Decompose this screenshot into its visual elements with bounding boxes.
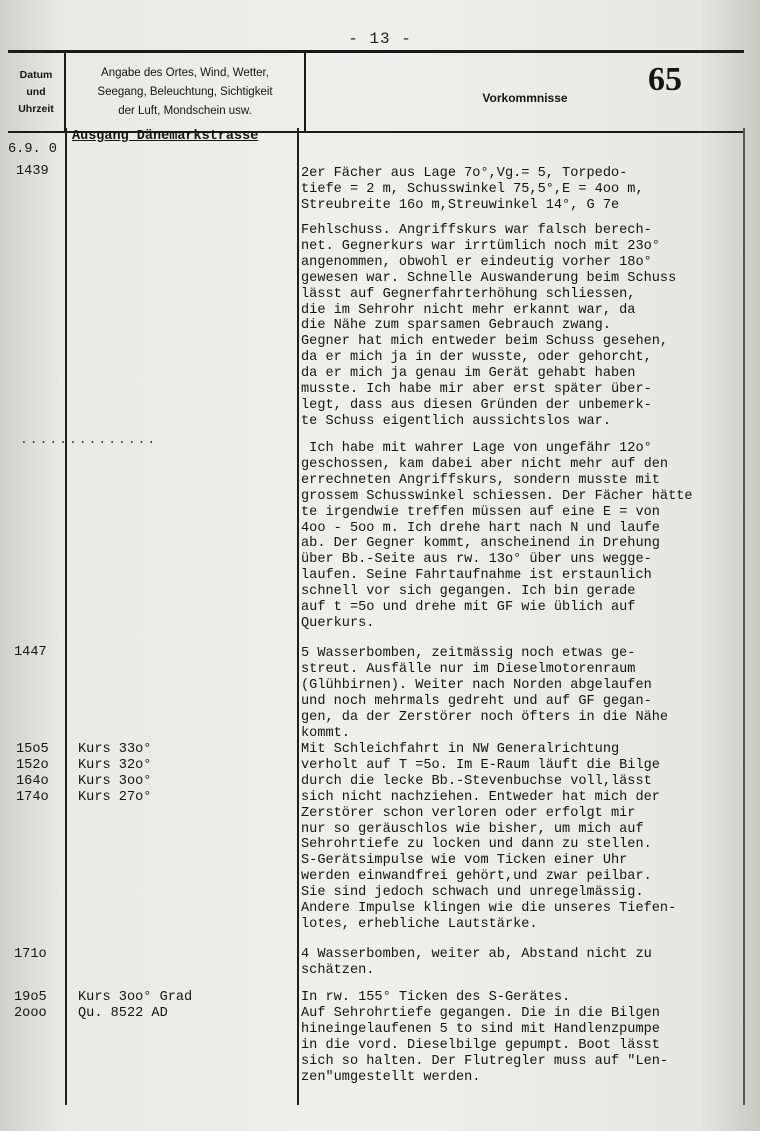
big-page-number: 65 [648,61,682,98]
entry-text: 5 Wasserbomben, zeitmässig noch etwas ge- streut. Ausfälle nur im Dieselmotorenraum (Glühbirnen). Weiter nach Norden abgelaufen und noch mehrmals gedreht und auf GF gegan- gen, da der Zerstörer noch öfters in die Nähe kommt. [301,646,669,741]
entry-text: 4 Wasserbomben, weiter ab, Abstand nicht zu schätzen. [301,947,652,978]
entry-text: In rw. 155° Ticken des S-Gerätes. Auf Sehrohrtiefe gegangen. Die in die Bilgen hineingelaufenen 5 to sind mit Handlenzpumpe in die vord. Dieselbilge gepumpt. Boot lässt sich so halten. Der Flutregler muss auf "Len- zen"umgestellt werden. [301,990,669,1085]
entry-text: Fehlschuss. Angriffskurs war falsch berech- net. Gegnerkurs war irrtümlich noch mit 23o° angenommen, obwohl er eindeutig vorher 18o° gewesen war. Schnelle Auswanderung beim Schuss lässt auf Gegnerfahrterhöhung schliessen, die im Sehrohr nicht mehr erkannt war, da die Nähe zum sparsamen Gebrauch zwang. Gegner hat mich entweder beim Schuss gesehen, da er mich ja in der wusste, oder gehorcht, da er mich ja genau im Gerät gehabt haben musste. Ich habe mir aber erst später über- legt, dass aus diesen Gründen der unbemerk- te Schuss eigentlich aussichtslos war. [301,223,677,429]
header-events: Vorkommnisse [482,91,568,105]
column-divider [743,128,745,1105]
route-header: Ausgang Dänemarkstrasse [72,129,259,144]
header-place-weather: Angabe des Ortes, Wind, Wetter, Seegang, Beleuchtung, Sichtigkeit der Luft, Mondschein usw. [66,53,306,131]
entry-text: 2er Fächer aus Lage 7o°,Vg.= 5, Torpedo- tiefe = 2 m, Schusswinkel 75,5°,E = 4oo m, Streubreite 16o m,Streuwinkel 14°, G 7e [301,166,644,213]
entry-place: Kurs 33o° Kurs 32o° Kurs 3oo° Kurs 27o° [78,742,152,805]
entry-time: 171o [14,947,47,962]
entry-time: 1439 [16,164,49,179]
entry-time: 1447 [14,645,47,660]
entry-text: Mit Schleichfahrt in NW Generalrichtung verholt auf T =5o. Im E-Raum läuft die Bilge durch die lecke Bb.-Stevenbuchse voll,lässt sich nicht nachziehen. Entweder hat mich der Zerstörer schon verloren oder erfolgt mir nur so geräuschlos wie bisher, um mich auf Sehrohrtiefe zu locken und dann zu stellen. S-Gerätsimpulse wie vom Ticken einer Uhr werden einwandfrei gehört,und zwar peilbar. Sie sind jedoch schwach und unregelmässig. Andere Impulse klingen wie die unseres Tiefen- lotes, erhebliche Lautstärke. [301,742,677,932]
table-header [8,50,744,133]
column-divider [65,128,67,1105]
page-number: - 13 - [348,30,412,48]
header-date-time: Datum und Uhrzeit [8,53,66,131]
entry-date: 6.9. 0 [8,142,57,157]
entry-time: 15o5 152o 164o 174o [16,742,49,805]
column-divider [297,128,299,1105]
entry-text: Ich habe mit wahrer Lage von ungefähr 12o° geschossen, kam dabei aber nicht mehr auf den errechneten Angriffskurs, sondern musste mit grossem Schusswinkel schiessen. Der Fächer hätte te irgendwie treffen müssen auf eine E = von 4oo - 5oo m. Ich drehe hart nach N und laufe ab. Der Gegner kommt, anscheinend in Drehung über Bb.-Seite aus rw. 13o° über uns wegge- laufen. Seine Fahrtaufnahme ist erstaunlich schnell vor sich gegangen. Ich bin gerade auf t =5o und drehe mit GF wie üblich auf Querkurs. [301,441,693,631]
entry-place: Kurs 3oo° Grad Qu. 8522 AD [78,990,193,1021]
entry-time: 19o5 2ooo [14,990,47,1021]
dotted-separator: .............. [20,432,158,447]
